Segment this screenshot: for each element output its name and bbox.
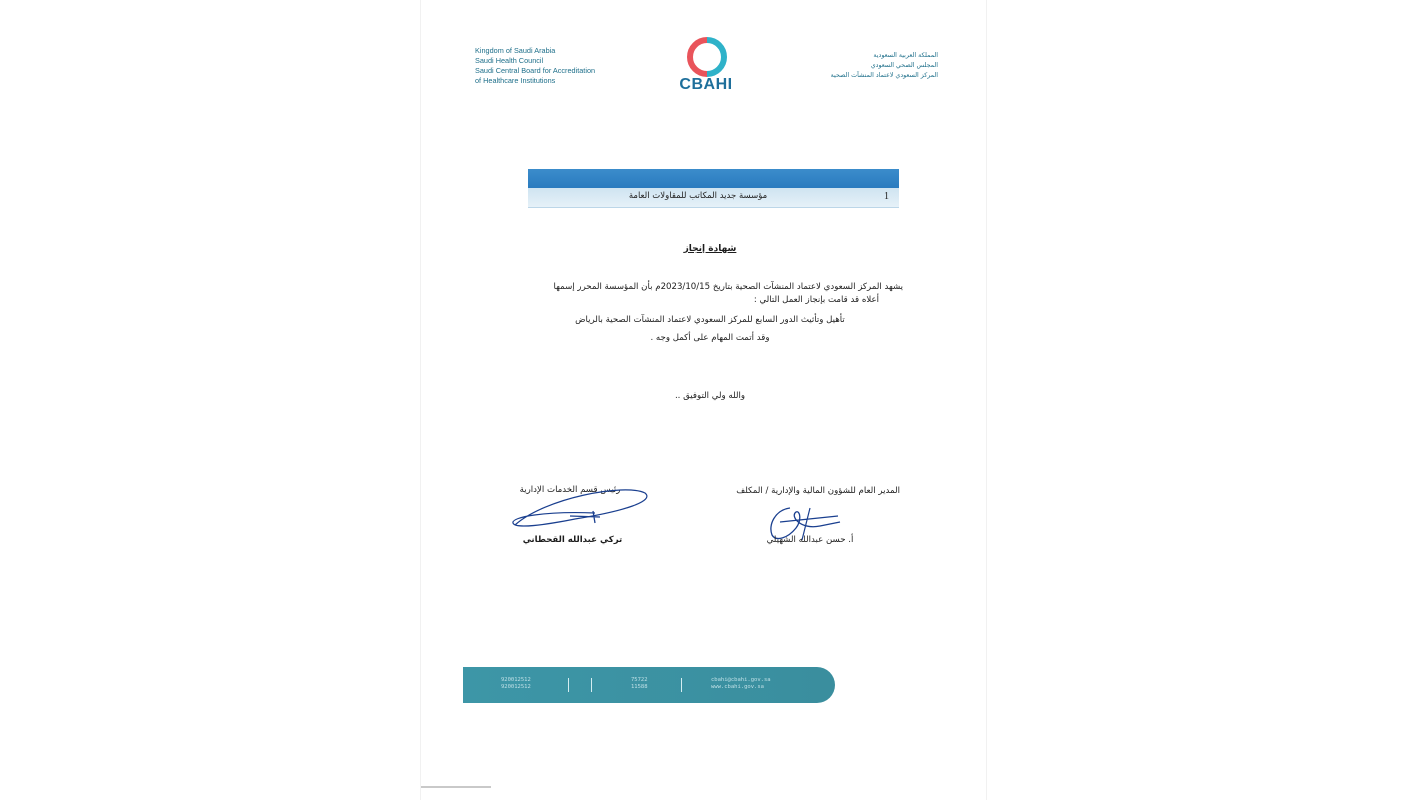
- footer-phone: [501, 677, 531, 691]
- row-number: 1: [884, 191, 889, 202]
- signatory-left-name: تركي عبدالله القحطاني: [522, 535, 623, 545]
- logo-text: CBAHI: [679, 76, 733, 93]
- footer-po-line: 11588: [631, 684, 648, 690]
- footer-web: [711, 677, 771, 691]
- footer-divider: [681, 678, 682, 692]
- header-ar-line: المركز السعودي لاعتماد المنشآت الصحية: [830, 72, 938, 79]
- row-company-name: مؤسسة جديد المكاتب للمقاولات العامة: [628, 191, 768, 201]
- company-table: [528, 169, 899, 207]
- footer-po-line: 75722: [631, 677, 648, 683]
- footer-divider: [568, 678, 569, 692]
- signatory-left-title: رئيس قسم الخدمات الإدارية: [519, 485, 621, 495]
- logo-ring-icon: [676, 37, 738, 77]
- footer-phone-line: 920012512: [501, 684, 531, 690]
- header-en-line: Saudi Health Council: [475, 56, 544, 65]
- table-header: [528, 169, 899, 188]
- page-edge-line: [421, 786, 491, 788]
- left-signature-icon: [505, 483, 655, 533]
- header-arabic-block: [831, 51, 938, 81]
- footer-website: www.cbahi.gov.sa: [711, 684, 764, 690]
- header-english-block: [475, 46, 595, 86]
- signatory-right-name: أ. حسن عبدالله الشهيلي: [766, 535, 854, 545]
- footer-po-box: [631, 677, 648, 691]
- footer-email: cbahi@cbahi.gov.sa: [711, 677, 771, 683]
- table-row: [528, 188, 899, 208]
- contact-footer: [463, 667, 835, 703]
- header-ar-line: المملكة العربية السعودية: [873, 52, 938, 59]
- footer-phone-line: 920012512: [501, 677, 531, 683]
- header-en-line: of Healthcare Institutions: [475, 76, 556, 85]
- certificate-line-4: وقد أتمت المهام على أكمل وجه .: [650, 333, 770, 343]
- signatory-right-title: المدير العام للشؤون المالية والإدارية / المكلف: [736, 486, 900, 496]
- cbahi-logo: [676, 37, 738, 97]
- header-en-line: Saudi Central Board for Accreditation: [475, 66, 596, 75]
- header-en-line: Kingdom of Saudi Arabia: [475, 46, 556, 55]
- closing-text: والله ولي التوفيق ..: [674, 391, 746, 401]
- header-ar-line: المجلس الصحي السعودي: [870, 62, 938, 69]
- footer-divider: [591, 678, 592, 692]
- certificate-title: شهادة إنجاز: [683, 244, 737, 254]
- certificate-line-2: أعلاه قد قامت بإنجاز العمل التالي :: [753, 295, 879, 305]
- certificate-line-3: تأهيل وتأثيث الدور السابع للمركز السعودي لاعتماد المنشآت الصحية بالرياض: [575, 315, 845, 325]
- certificate-line-1: يشهد المركز السعودي لاعتماد المنشآت الصحية بتاريخ 2023/10/15م بأن المؤسسة المحرر إسمها: [553, 282, 903, 292]
